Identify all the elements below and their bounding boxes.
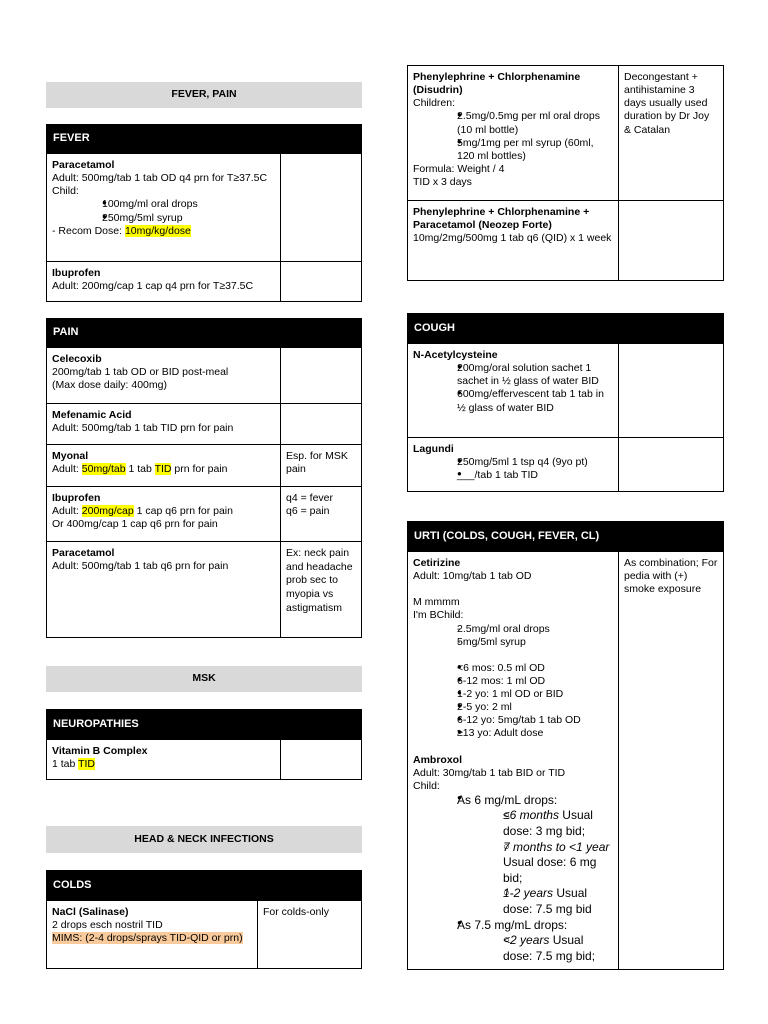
note-cell bbox=[280, 487, 361, 541]
dose-line bbox=[52, 463, 275, 476]
ambroxol-list bbox=[413, 918, 613, 934]
list-item bbox=[439, 388, 613, 414]
urti-table bbox=[407, 521, 724, 970]
section-banner-fever-pain bbox=[46, 82, 362, 108]
header-label: PAIN bbox=[53, 326, 79, 339]
children-label: Children: bbox=[413, 97, 456, 110]
adult-dose: Adult: 30mg/tab 1 tab BID or TID bbox=[413, 766, 566, 779]
note-cell bbox=[618, 201, 723, 280]
list-item bbox=[439, 110, 613, 136]
item-text: 100mg/ml oral drops bbox=[102, 198, 198, 211]
item-text: 6-12 mos: 1 ml OD bbox=[457, 674, 546, 687]
recom-dose bbox=[52, 225, 275, 238]
header-label: COUGH bbox=[414, 321, 455, 334]
table-row bbox=[47, 261, 361, 301]
table-row bbox=[408, 551, 723, 969]
formula-line: Formula: Weight / 4 bbox=[413, 162, 505, 175]
highlight: 50mg/tab bbox=[81, 463, 126, 476]
item-text: 250mg/5ml syrup bbox=[102, 211, 183, 224]
child-label: Child: bbox=[413, 779, 440, 792]
item-text: 250mg/5ml 1 tsp q4 (9yo pt) bbox=[457, 456, 588, 469]
colds-table bbox=[46, 870, 362, 969]
section-banner-msk bbox=[46, 666, 362, 692]
table-row bbox=[47, 153, 361, 261]
table-row bbox=[47, 541, 361, 637]
dose-line: Adult: 500mg/tab 1 tab TID prn for pain bbox=[52, 422, 234, 435]
fever-table bbox=[46, 124, 362, 302]
duration-line: TID x 3 days bbox=[413, 176, 472, 188]
mims-line bbox=[52, 932, 252, 945]
dose-line: Adult: 500mg/tab 1 tab q6 prn for pain bbox=[52, 560, 229, 573]
item-text: 2.5mg/ml oral drops bbox=[457, 622, 550, 635]
item-text: ≥13 yo: Adult dose bbox=[457, 727, 544, 740]
drug-cell bbox=[47, 445, 280, 486]
note-text: q4 = fever bbox=[286, 492, 333, 504]
list-item bbox=[439, 701, 613, 714]
ambroxol-list bbox=[413, 793, 613, 809]
drug-cell bbox=[408, 438, 618, 491]
list-item bbox=[439, 662, 613, 675]
formulation-list bbox=[413, 623, 613, 649]
table-row bbox=[408, 66, 723, 200]
note-cell bbox=[280, 740, 361, 779]
note-text: As combination; For pedia with (+) smoke exposure bbox=[624, 557, 718, 596]
dose-line: 2 drops esch nostril TID bbox=[52, 919, 163, 932]
table-header bbox=[408, 522, 723, 551]
highlight: 200mg/cap bbox=[81, 505, 134, 518]
note-text: For colds-only bbox=[263, 906, 329, 918]
child-label: Child: bbox=[52, 185, 79, 198]
drug-name: Paracetamol bbox=[52, 547, 115, 559]
item-text: <6 mos: 0.5 ml OD bbox=[457, 661, 545, 674]
item-text: 6-12 yo: 5mg/tab 1 tab OD bbox=[457, 714, 581, 727]
table-header bbox=[47, 319, 361, 347]
list-item bbox=[439, 675, 613, 688]
dose-text: Usual dose: 3 mg bid; bbox=[503, 808, 593, 839]
adult-dose: Adult: 10mg/tab 1 tab OD bbox=[413, 570, 532, 583]
list-item bbox=[479, 933, 613, 964]
list-item bbox=[479, 808, 613, 839]
age-text: ≤6 months bbox=[503, 808, 559, 823]
list-item bbox=[439, 469, 613, 482]
item-text: 5mg/1mg per ml syrup (60ml, 120 ml bottles) bbox=[457, 136, 594, 162]
dose-list bbox=[413, 110, 613, 163]
dose-text: Usual dose: 7.5 mg bid; bbox=[503, 933, 596, 963]
drug-cell bbox=[47, 404, 280, 444]
table-row bbox=[47, 444, 361, 486]
table-row bbox=[47, 900, 361, 968]
drug-name: Ibuprofen bbox=[52, 492, 101, 504]
text: Adult: bbox=[52, 463, 82, 476]
drug-name: N-Acetylcysteine bbox=[413, 349, 498, 361]
text: Adult: bbox=[52, 505, 82, 518]
dose-line bbox=[52, 758, 275, 771]
table-header bbox=[408, 314, 723, 343]
drug-name: Phenylephrine + Chlorphenamine + Paracetamol (Neozep Forte) bbox=[413, 206, 590, 232]
list-item bbox=[439, 137, 613, 163]
item-text: 2-5 yo: 2 ml bbox=[457, 701, 512, 714]
list-item bbox=[439, 456, 613, 469]
dose-line: 200mg/tab 1 tab OD or BID post-meal bbox=[52, 366, 229, 379]
drug-name: Ibuprofen bbox=[52, 267, 101, 279]
list-item bbox=[439, 714, 613, 727]
drug-name: Phenylephrine + Chlorphenamine (Disudrin) bbox=[413, 71, 581, 97]
cough-table bbox=[407, 313, 724, 492]
ambroxol-sublist bbox=[413, 808, 613, 917]
drug-name: Celecoxib bbox=[52, 353, 102, 365]
drug-name: Paracetamol bbox=[52, 159, 115, 171]
drug-cell bbox=[408, 66, 618, 200]
ambroxol-sublist bbox=[413, 933, 613, 964]
child-dose-list bbox=[52, 198, 275, 224]
note-cell bbox=[280, 404, 361, 444]
table-header bbox=[47, 125, 361, 153]
dose-text: Usual dose: 6 mg bid; bbox=[503, 855, 597, 885]
text: 1 cap q6 prn for pain bbox=[133, 505, 233, 518]
header-label: COLDS bbox=[53, 878, 92, 891]
spacer bbox=[413, 583, 613, 596]
section-banner-head-neck bbox=[46, 826, 362, 853]
drug-name: NaCl (Salinase) bbox=[52, 906, 129, 918]
note-cell bbox=[618, 552, 723, 969]
table-row bbox=[47, 347, 361, 403]
decongestant-table bbox=[407, 65, 724, 281]
note-cell bbox=[280, 542, 361, 637]
dose-list bbox=[413, 362, 613, 415]
highlight: TID bbox=[154, 463, 172, 476]
dose-text: Usual dose: 7.5 mg bid bbox=[503, 886, 592, 917]
age-text: 1-2 years bbox=[503, 886, 554, 901]
note-cell bbox=[280, 154, 361, 261]
note-text: Decongestant + antihistamine 3 days usually used duration by Dr Joy & Catalan bbox=[624, 71, 710, 136]
note-cell bbox=[280, 445, 361, 486]
note-text: q6 = pain bbox=[286, 505, 330, 518]
item-text: 200mg/oral solution sachet 1 sachet in ½ glass of water BID bbox=[457, 362, 599, 388]
spacer bbox=[413, 649, 613, 662]
adult-dose: Adult: 500mg/tab 1 tab OD q4 prn for T≥37.5C bbox=[52, 172, 268, 185]
recom-value: 10mg/kg/dose bbox=[124, 224, 191, 237]
text: prn for pain bbox=[171, 463, 228, 476]
drug-cell bbox=[47, 262, 280, 301]
age-text: <2 years bbox=[503, 933, 550, 948]
list-item bbox=[78, 198, 275, 211]
note-cell bbox=[257, 901, 361, 968]
text: 1 tab bbox=[52, 758, 79, 771]
header-label: URTI (COLDS, COUGH, FEVER, CL) bbox=[414, 529, 600, 542]
table-row bbox=[47, 486, 361, 541]
dose-list bbox=[413, 456, 613, 482]
text: 1 tab bbox=[125, 463, 155, 476]
recom-prefix: - Recom Dose: bbox=[52, 224, 125, 237]
table-row bbox=[47, 739, 361, 779]
list-item bbox=[78, 212, 275, 225]
drug-cell bbox=[47, 487, 280, 541]
list-item bbox=[439, 727, 613, 740]
drug-name: Vitamin B Complex bbox=[52, 745, 148, 757]
list-item bbox=[439, 793, 613, 809]
note-cell bbox=[280, 348, 361, 403]
banner-label: HEAD & NECK INFECTIONS bbox=[134, 832, 274, 845]
list-item bbox=[479, 840, 613, 887]
list-item bbox=[439, 362, 613, 388]
list-item bbox=[439, 623, 613, 636]
banner-label: MSK bbox=[192, 672, 216, 685]
item-text: 1-2 yo: 1 ml OD or BID bbox=[457, 688, 564, 700]
table-row bbox=[408, 343, 723, 437]
note-cell bbox=[618, 344, 723, 437]
text-line: M mmmm bbox=[413, 596, 460, 609]
list-item bbox=[479, 886, 613, 917]
note-cell bbox=[280, 262, 361, 301]
drug-cell bbox=[408, 201, 618, 280]
drug-cell bbox=[47, 154, 280, 261]
table-header bbox=[47, 710, 361, 739]
dose-line: 10mg/2mg/500mg 1 tab q6 (QID) x 1 week bbox=[413, 232, 612, 245]
dose-line: Or 400mg/cap 1 cap q6 prn for pain bbox=[52, 518, 218, 531]
item-text: 2.5mg/0.5mg per ml oral drops (10 ml bottle) bbox=[457, 110, 600, 136]
drug-cell bbox=[408, 552, 618, 969]
drug-name: Cetirizine bbox=[413, 557, 461, 569]
neuropathies-table bbox=[46, 709, 362, 780]
child-label: I'm BChild: bbox=[413, 609, 464, 622]
list-item bbox=[439, 636, 613, 649]
header-label: NEUROPATHIES bbox=[53, 717, 139, 730]
drug-name: Myonal bbox=[52, 450, 89, 462]
age-text: 7 months to <1 year bbox=[503, 839, 610, 854]
item-text: 600mg/effervescent tab 1 tab in ½ glass of water BID bbox=[457, 388, 604, 414]
dose-line bbox=[52, 505, 275, 518]
note-text: Ex: neck pain and headache prob sec to myopia vs astigmatism bbox=[286, 547, 353, 614]
adult-dose: Adult: 200mg/cap 1 cap q4 prn for T≥37.5C bbox=[52, 280, 254, 293]
table-row bbox=[408, 200, 723, 280]
note-cell bbox=[618, 438, 723, 491]
list-item bbox=[439, 688, 613, 701]
drug-name: Lagundi bbox=[413, 443, 454, 455]
item-text: As 6 mg/mL drops: bbox=[457, 792, 558, 807]
drug-cell bbox=[408, 344, 618, 437]
dose-line: (Max dose daily: 400mg) bbox=[52, 379, 167, 392]
drug-cell bbox=[47, 348, 280, 403]
age-dose-list bbox=[413, 662, 613, 741]
item-text: 5mg/5ml syrup bbox=[457, 635, 526, 648]
drug-name: Ambroxol bbox=[413, 753, 463, 766]
drug-name: Mefenamic Acid bbox=[52, 409, 132, 421]
pain-table bbox=[46, 318, 362, 638]
spacer bbox=[413, 741, 613, 754]
table-header bbox=[47, 871, 361, 900]
table-row bbox=[47, 403, 361, 444]
note-text: Esp. for MSK pain bbox=[286, 450, 348, 476]
table-row bbox=[408, 437, 723, 491]
note-cell bbox=[618, 66, 723, 200]
drug-cell bbox=[47, 740, 280, 779]
drug-cell bbox=[47, 901, 257, 968]
banner-label: FEVER, PAIN bbox=[171, 88, 237, 101]
item-text: As 7.5 mg/mL drops: bbox=[457, 917, 568, 932]
header-label: FEVER bbox=[53, 132, 90, 145]
highlight-orange: MIMS: (2-4 drops/sprays TID-QID or prn) bbox=[52, 932, 243, 945]
highlight: TID bbox=[78, 758, 96, 771]
list-item bbox=[439, 918, 613, 934]
drug-cell bbox=[47, 542, 280, 637]
item-text: ___/tab 1 tab TID bbox=[457, 469, 538, 482]
